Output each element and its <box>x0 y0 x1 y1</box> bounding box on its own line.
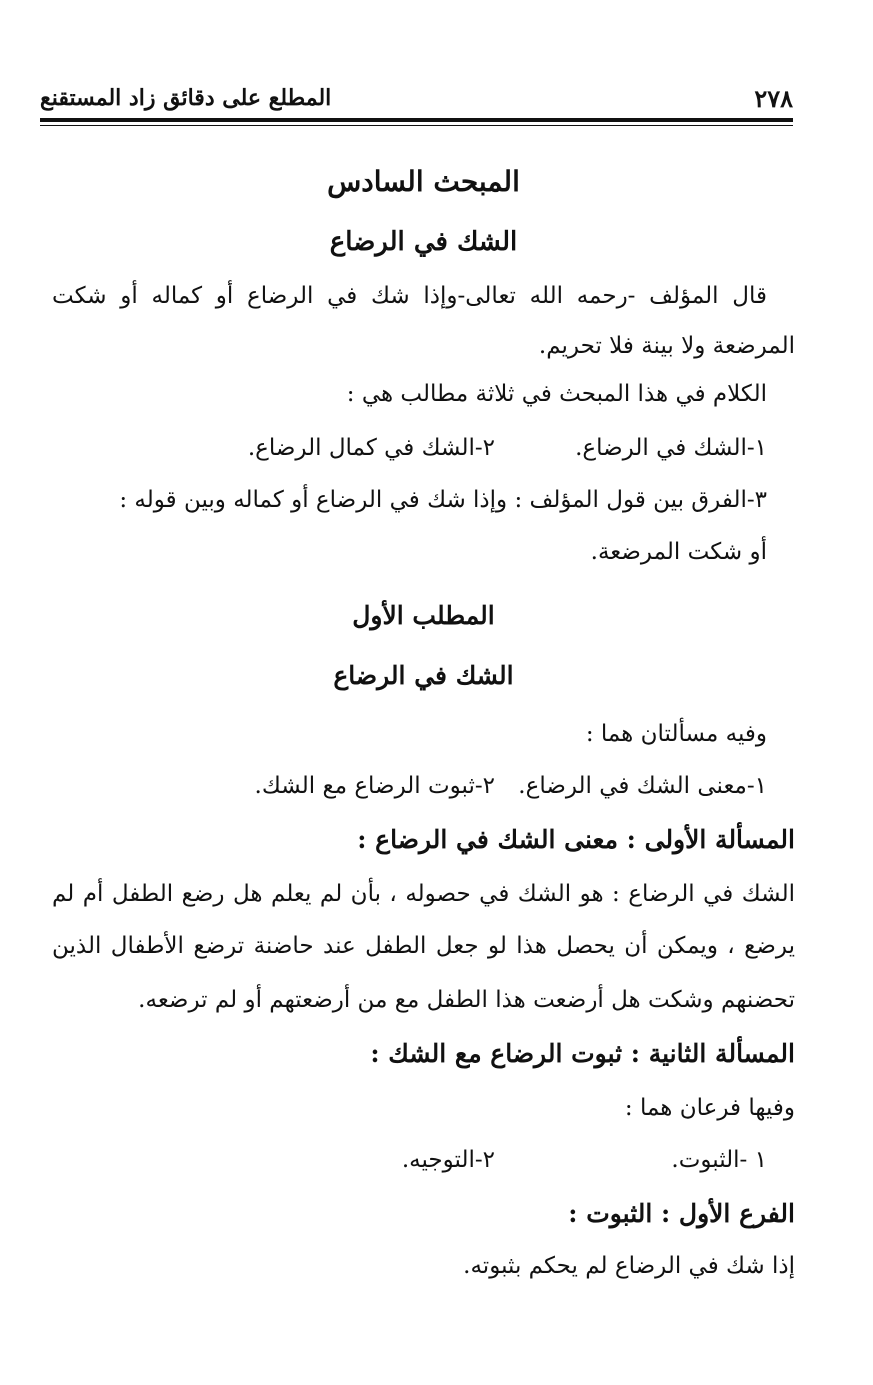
branch-1-heading: الفرع الأول : الثبوت : <box>568 1199 795 1228</box>
section-1-intro: وفيه مسألتان هما : <box>585 721 767 747</box>
issues-row <box>52 766 795 806</box>
issue-2-heading: المسألة الثانية : ثبوت الرضاع مع الشك : <box>370 1039 795 1068</box>
issue-item-1: ١-معنى الشك في الرضاع. <box>518 773 767 799</box>
intro-paragraph: الكلام في هذا المبحث في ثلاثة مطالب هي : <box>346 381 767 407</box>
toc-row-1 <box>52 428 795 468</box>
issue-1-heading: المسألة الأولى : معنى الشك في الرضاع : <box>357 825 795 854</box>
issue-2-intro: وفيها فرعان هما : <box>624 1095 795 1121</box>
chapter-subtitle: الشك في الرضاع <box>329 227 518 257</box>
toc-item-1: ١-الشك في الرضاع. <box>575 435 767 461</box>
branches-row <box>52 1140 795 1180</box>
issue-1-line-2: يرضع ، ويمكن أن يحصل هذا لو جعل الطفل عند حاضنة ترضع الأطفال الذين <box>52 933 795 959</box>
branch-item-1: ١ -الثبوت. <box>671 1147 767 1173</box>
page-number: ٢٧٨ <box>754 83 793 113</box>
author-quote-line-2: المرضعة ولا بينة فلا تحريم. <box>538 333 795 359</box>
toc-item-2: ٢-الشك في كمال الرضاع. <box>247 435 495 461</box>
section-1-subtitle: الشك في الرضاع <box>333 661 514 690</box>
book-title: المطلع على دقائق زاد المستقنع <box>40 85 332 111</box>
toc-item-3-line-2: أو شكت المرضعة. <box>590 539 767 565</box>
branch-item-2: ٢-التوجيه. <box>401 1147 495 1173</box>
chapter-title: المبحث السادس <box>327 165 520 198</box>
section-1-title: المطلب الأول <box>352 601 495 630</box>
header-rule-thick <box>40 118 793 122</box>
issue-1-line-1: الشك في الرضاع : هو الشك في حصوله ، بأن لم يعلم هل رضع الطفل أم لم <box>52 881 795 907</box>
issue-item-2: ٢-ثبوت الرضاع مع الشك. <box>254 773 495 799</box>
toc-item-3-line-1: ٣-الفرق بين قول المؤلف : وإذا شك في الرضاع أو كماله وبين قوله : <box>119 487 767 513</box>
issue-1-line-3: تحضنهم وشكت هل أرضعت هذا الطفل مع من أرضعتهم أو لم ترضعه. <box>138 987 795 1013</box>
author-quote-line-1: قال المؤلف -رحمه الله تعالى-وإذا شك في الرضاع أو كماله أو شكت <box>52 283 767 309</box>
header-rule-thin <box>40 125 793 126</box>
branch-1-text: إذا شك في الرضاع لم يحكم بثبوته. <box>463 1253 795 1279</box>
running-header <box>40 78 793 118</box>
